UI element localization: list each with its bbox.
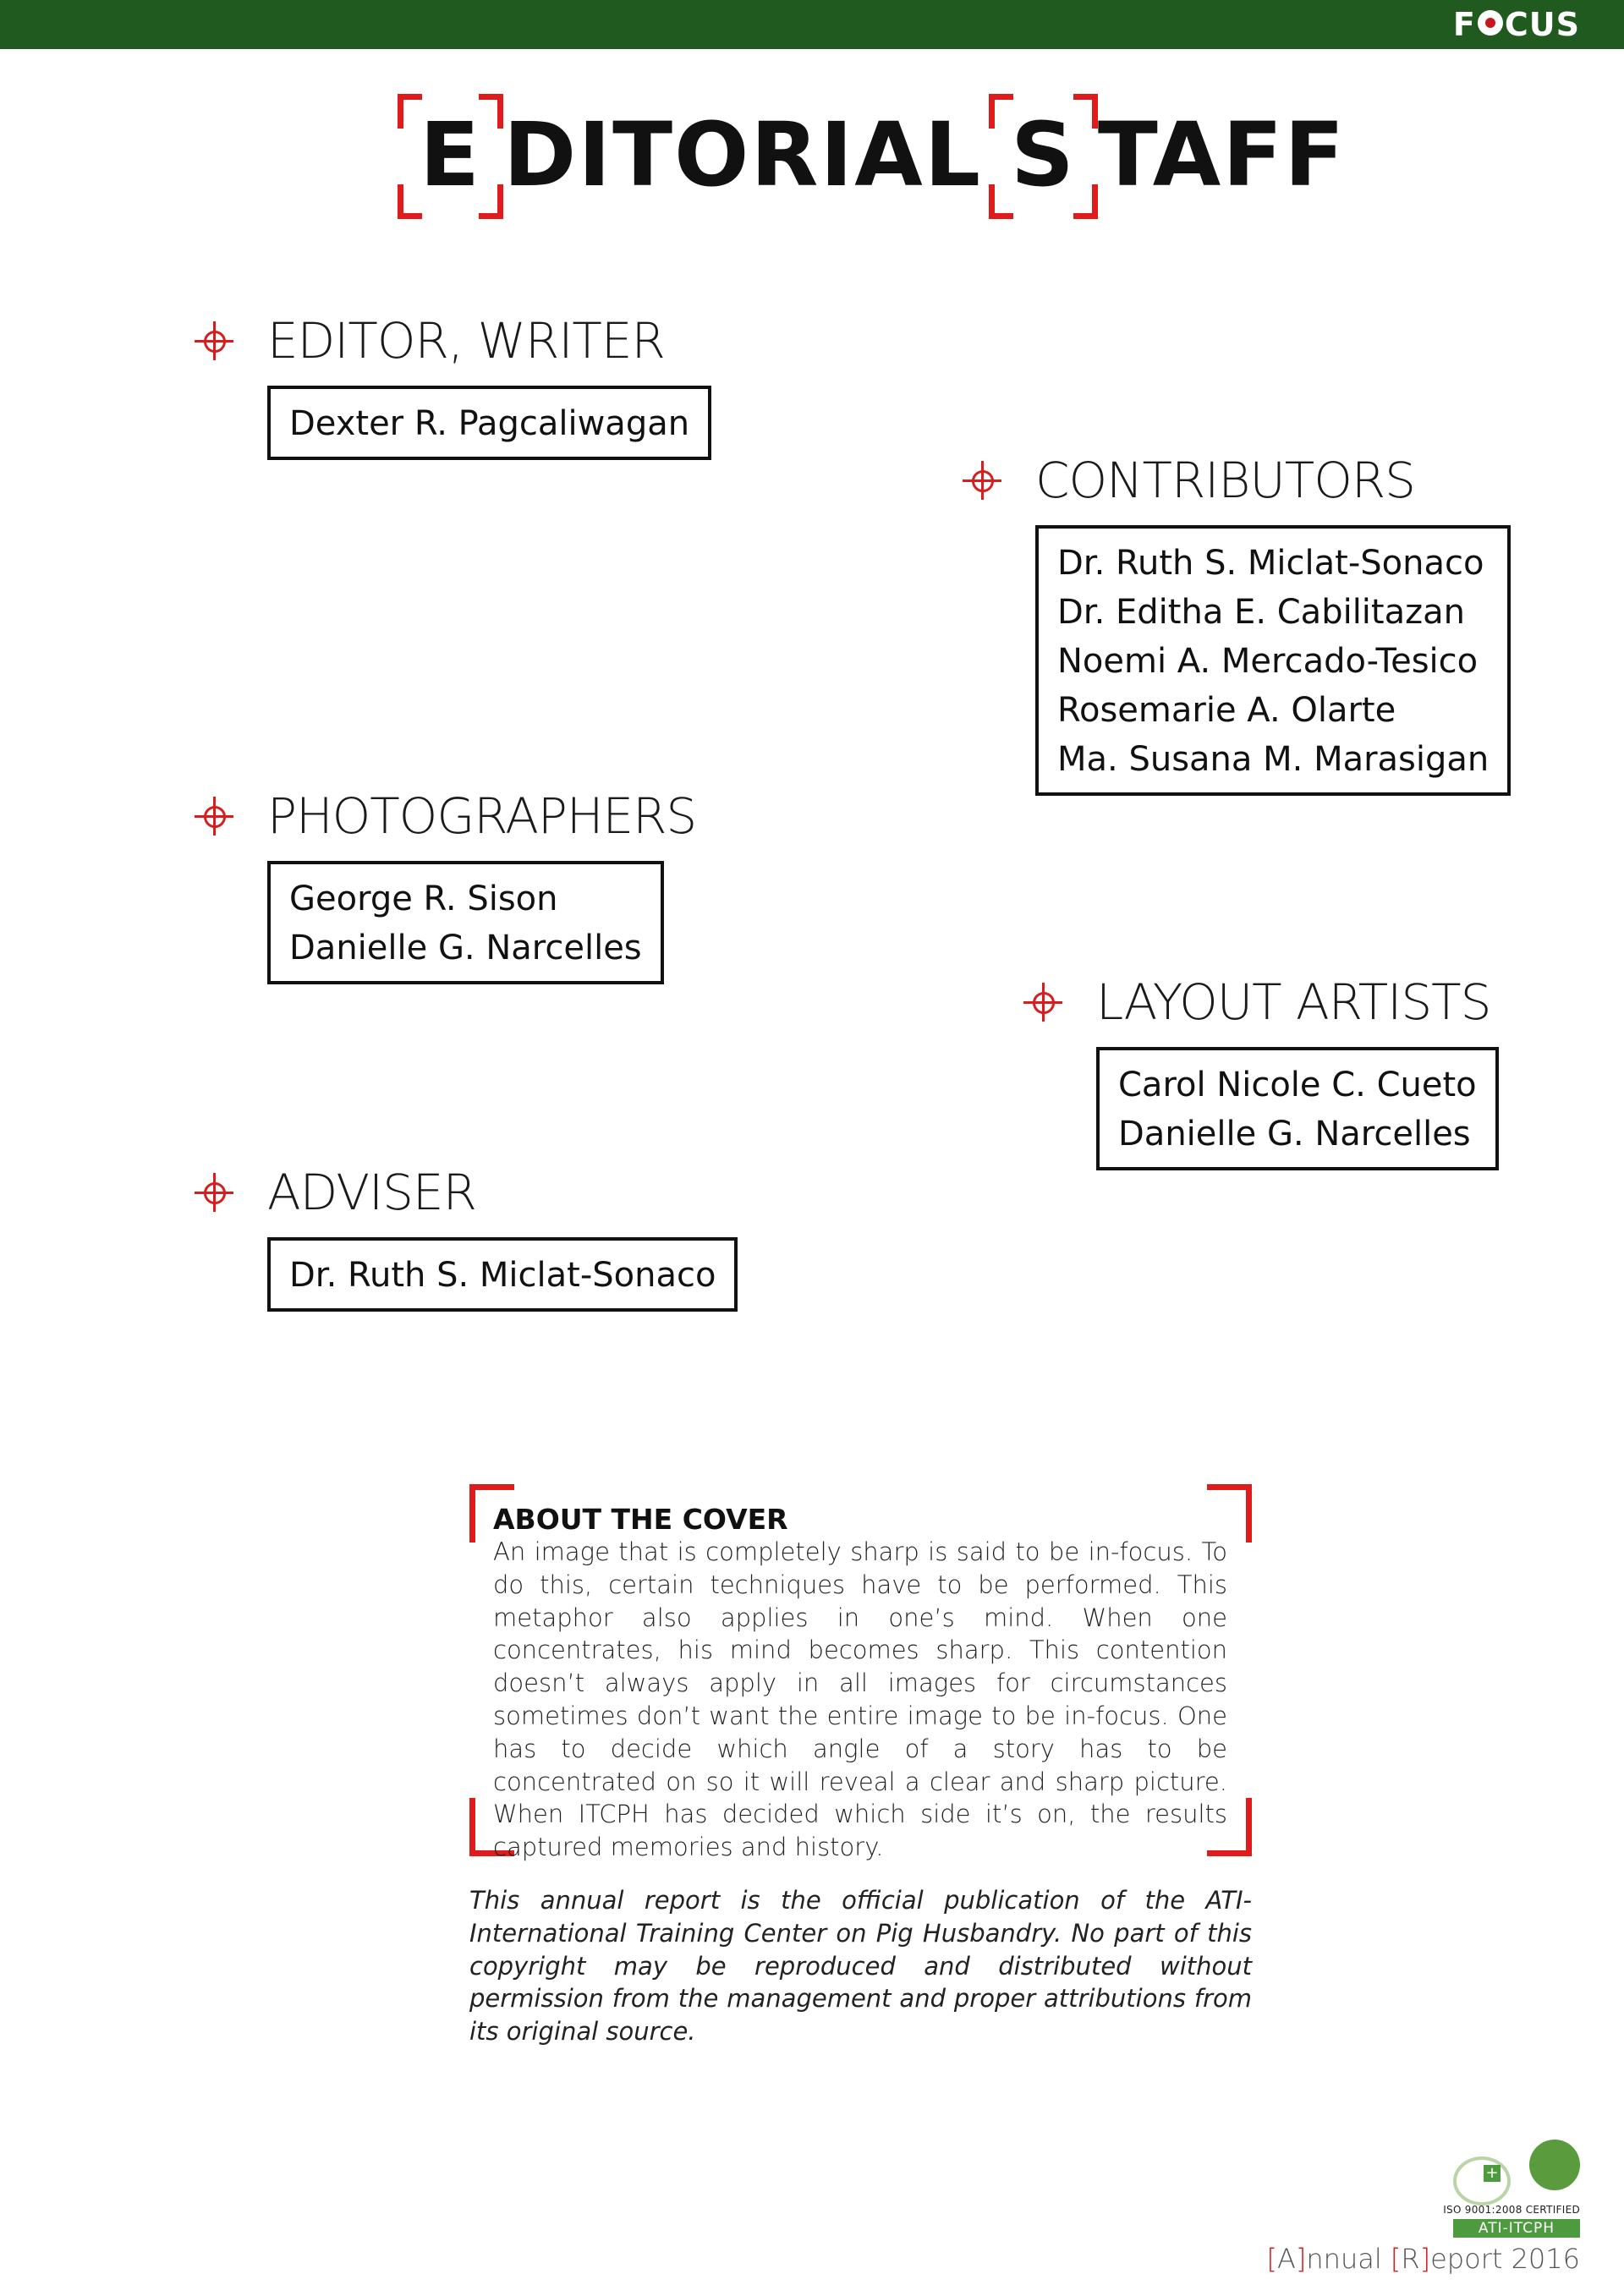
staff-name: Danielle G. Narcelles: [1118, 1115, 1471, 1153]
plus-icon: +: [1484, 2165, 1501, 2182]
about-cover-box: [469, 1484, 1252, 1862]
staff-name: Danielle G. Narcelles: [289, 929, 642, 967]
section-photographers: [195, 786, 696, 984]
title-letter-e: E: [420, 103, 482, 206]
iso-label: ISO 9001:2008 CERTIFIED: [1443, 2204, 1580, 2216]
copyright-notice: This annual report is the official publication of the ATI-International Training Center on Pig Husbandry. No part of this copyright may be reproduced and distributed without permission from the management and proper attributions from its original source.: [469, 1886, 1252, 2047]
staff-name: Dexter R. Pagcaliwagan: [289, 404, 690, 443]
round-seal-icon: [1529, 2140, 1580, 2190]
crosshair-icon: [963, 461, 1001, 500]
name-box: [1035, 525, 1511, 796]
title-word-editorial: DITORIAL: [503, 103, 982, 206]
org-label: ATI-ITCPH: [1453, 2219, 1580, 2238]
brand-text: F CUS: [1452, 6, 1580, 43]
staff-name: Ma. Susana M. Marasigan: [1057, 740, 1490, 779]
staff-name: Dr. Editha E. Cabilitazan: [1057, 593, 1465, 632]
name-box: [267, 386, 711, 460]
section-title: CONTRIBUTORS: [1035, 452, 1415, 509]
title-frame-1: [398, 103, 503, 206]
staff-name: Dr. Ruth S. Miclat-Sonaco: [289, 1256, 716, 1295]
name-box: [1096, 1047, 1499, 1170]
section-title: EDITOR, WRITER: [267, 312, 665, 370]
page-title: [398, 91, 1346, 218]
section-title: ADVISER: [267, 1164, 476, 1221]
crosshair-icon: [195, 797, 233, 836]
lens-icon: [1478, 10, 1503, 36]
staff-name: George R. Sison: [289, 879, 558, 918]
staff-name: Noemi A. Mercado-Tesico: [1057, 642, 1479, 681]
staff-name: Carol Nicole C. Cueto: [1118, 1066, 1477, 1104]
crosshair-icon: [195, 321, 233, 360]
title-word-staff: TAFF: [1097, 103, 1347, 206]
brand-logo: [1453, 5, 1580, 44]
crosshair-icon: [195, 1173, 233, 1212]
section-adviser: [195, 1163, 738, 1312]
section-layout-artists: [1023, 973, 1499, 1170]
section-title: LAYOUT ARTISTS: [1096, 973, 1491, 1031]
top-bar: [0, 0, 1624, 49]
cover-paragraph: An image that is completely sharp is said to be in-focus. To do this, certain techniques have to be performed. This metaphor also applies in one’s mind. When one concentrates, his mind becomes sharp. This contention doesn’t always apply in all images for circumstances sometimes don’t want the entire image to be in-focus. One has to decide which angle of a story has to be concentrated on so it will reveal a clear and sharp picture. When ITCPH has decided which side it’s on, the results captured memories and history.: [493, 1537, 1227, 1862]
crosshair-icon: [1023, 983, 1062, 1022]
staff-name: Rosemarie A. Olarte: [1057, 691, 1396, 730]
section-editor: [195, 311, 711, 460]
name-box: [267, 861, 664, 984]
annual-report-label: [A]nnual [R]eport 2016: [1266, 2243, 1580, 2275]
footer: [1266, 2131, 1580, 2279]
name-box: [267, 1237, 738, 1312]
title-frame-2: [989, 103, 1098, 206]
anniversary-logo-icon: [1453, 2156, 1511, 2206]
title-letter-s: S: [1010, 103, 1076, 206]
certification-logos: [1453, 2140, 1580, 2207]
section-contributors: [963, 451, 1511, 796]
section-title: PHOTOGRAPHERS: [267, 787, 697, 845]
cover-heading: ABOUT THE COVER: [493, 1503, 788, 1536]
staff-name: Dr. Ruth S. Miclat-Sonaco: [1057, 544, 1484, 583]
